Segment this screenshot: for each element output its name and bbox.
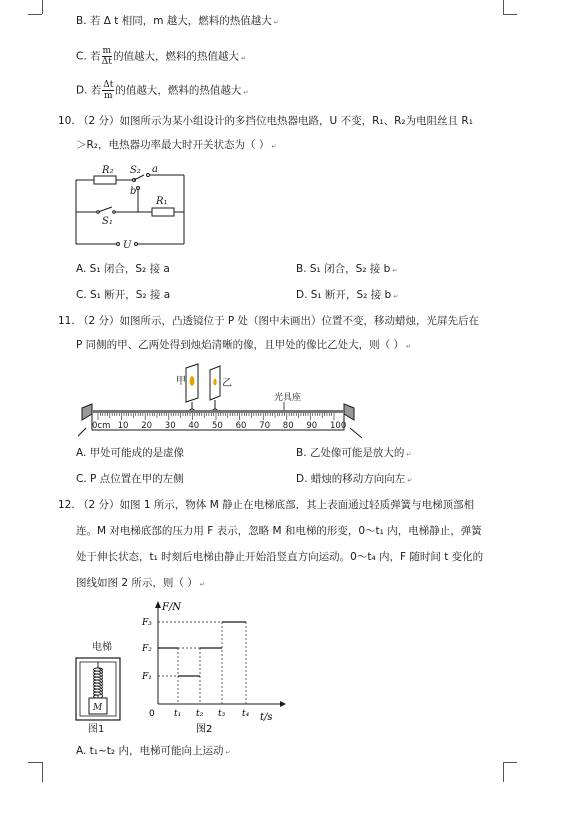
q11-stem-line2: P 同侧的甲、乙两处得到烛焰清晰的像，且甲处的像比乙处大，则（ ） ↵	[76, 339, 412, 351]
label-a: a	[152, 164, 158, 175]
screen-jia	[186, 364, 198, 410]
y-axis-arrow	[155, 601, 161, 608]
q10-option-b: B. S₁ 闭合，S₂ 接 b ↵	[296, 263, 398, 275]
label-u: U	[123, 240, 132, 251]
label-s1: S₁	[102, 216, 113, 227]
q9-option-b: B. 若 Δ t 相同，m 越大，燃料的热值越大 ↵	[76, 15, 279, 27]
crop-mark	[42, 0, 43, 14]
q11-option-a: A. 甲处可能成的是虚像	[76, 447, 185, 459]
x-tick-label: t₂	[196, 709, 204, 719]
ruler-tick-label: 40	[188, 421, 200, 431]
q12-option-a: A. t₁~t₂ 内，电梯可能向上运动 ↵	[76, 745, 231, 757]
fraction: $\frac{\Delta t}{m}$	[103, 80, 114, 101]
label-optical-bench: 光具座	[274, 393, 302, 403]
elevator-figure	[72, 630, 132, 736]
y-tick-label: F₃	[142, 618, 152, 628]
label-elevator: 电梯	[92, 642, 112, 653]
q12-stem-line3: 处于伸长状态，t₁ 时刻后电梯由静止开始沿竖直方向运动。0～t₄ 内，F 随时间 t 变化的	[76, 551, 484, 563]
q12-stem-line2: 连。M 对电梯底部的压力用 F 表示，忽略 M 和电梯的形变，0～t₁ 内，电梯静止，弹簧	[76, 525, 482, 537]
x-tick-label: t₁	[174, 709, 182, 719]
ruler-tick-label: 70	[259, 421, 271, 431]
fraction: $\frac{m}{\Delta t}$	[101, 46, 112, 67]
q9-option-d: D. 若 $\frac{\Delta t}{m}$ 的值越大，燃料的热值越大 ↵	[76, 80, 249, 101]
crop-mark	[28, 762, 42, 763]
x-axis-arrow	[280, 701, 286, 707]
q11-option-d: D. 蜡烛的移动方向向左 ↵	[296, 473, 413, 485]
label-yi: 乙	[222, 378, 232, 389]
resistor-r1	[152, 208, 174, 216]
label-r1: R₁	[156, 196, 168, 207]
q10-stem-line2: ＞R₂，电热器功率最大时开关状态为（ ） ↵	[76, 139, 277, 151]
crop-mark	[503, 0, 504, 14]
label-s2: S₂	[130, 165, 141, 176]
ruler-tick-label: 0cm	[92, 421, 111, 431]
ruler-tick-label: 50	[212, 421, 223, 431]
ruler-tick-label: 10	[117, 421, 129, 431]
circuit-diagram	[72, 162, 192, 254]
origin-label: 0	[149, 709, 155, 719]
crop-mark	[503, 762, 504, 782]
figure2-caption: 图2	[196, 724, 213, 735]
label-r2: R₂	[102, 165, 114, 176]
crop-mark	[503, 14, 517, 15]
force-time-chart	[140, 600, 288, 736]
q10-stem-line1: 10. （2 分）如图所示为某小组设计的多挡位电热器电路，U 不变，R₁、R₂为电阻丝且 R₁	[58, 115, 473, 127]
q11-option-c: C. P 点位置在甲的左侧	[76, 473, 184, 485]
screen-yi	[210, 366, 220, 410]
label-b: b	[130, 186, 137, 197]
crop-mark	[42, 762, 43, 782]
q11-option-b: B. 乙处像可能是放大的 ↵	[296, 447, 412, 459]
x-tick-label: t₄	[242, 709, 250, 719]
x-axis-label: t/s	[260, 712, 273, 723]
ruler-tick-label: 100	[330, 421, 347, 431]
label-jia: 甲	[176, 376, 186, 387]
q10-option-c: C. S₁ 断开，S₂ 接 a	[76, 289, 171, 301]
q9-option-c: C. 若 $\frac{m}{\Delta t}$ 的值越大，燃料的热值越大 ↵	[76, 46, 247, 67]
figure1-caption: 图1	[88, 724, 105, 735]
crop-mark	[503, 762, 517, 763]
crop-mark	[28, 14, 42, 15]
ruler-tick-label: 60	[235, 421, 247, 431]
ruler-tick-label: 30	[164, 421, 176, 431]
q12-stem-line4: 图线如图 2 所示，则（ ） ↵	[76, 577, 205, 589]
resistor-r2	[94, 176, 116, 184]
label-m: M	[93, 703, 103, 713]
ruler-tick-label: 90	[306, 421, 318, 431]
q10-option-d: D. S₁ 断开，S₂ 接 b ↵	[296, 289, 399, 301]
q11-stem-line1: 11. （2 分）如图所示，凸透镜位于 P 处（图中未画出）位置不变，移动蜡烛，光屏先后在	[58, 315, 480, 327]
y-tick-label: F₁	[142, 672, 152, 682]
q12-stem-line1: 12. （2 分）如图 1 所示，物体 M 静止在电梯底部，其上表面通过轻质弹簧与电梯顶部相	[58, 499, 475, 511]
x-tick-label: t₃	[218, 709, 226, 719]
y-tick-label: F₂	[142, 644, 152, 654]
q10-option-a: A. S₁ 闭合，S₂ 接 a	[76, 263, 170, 275]
ruler-tick-label: 80	[282, 421, 294, 431]
optical-bench-figure	[78, 362, 368, 440]
ruler-tick-label: 20	[141, 421, 153, 431]
y-axis-label: F/N	[162, 602, 182, 613]
